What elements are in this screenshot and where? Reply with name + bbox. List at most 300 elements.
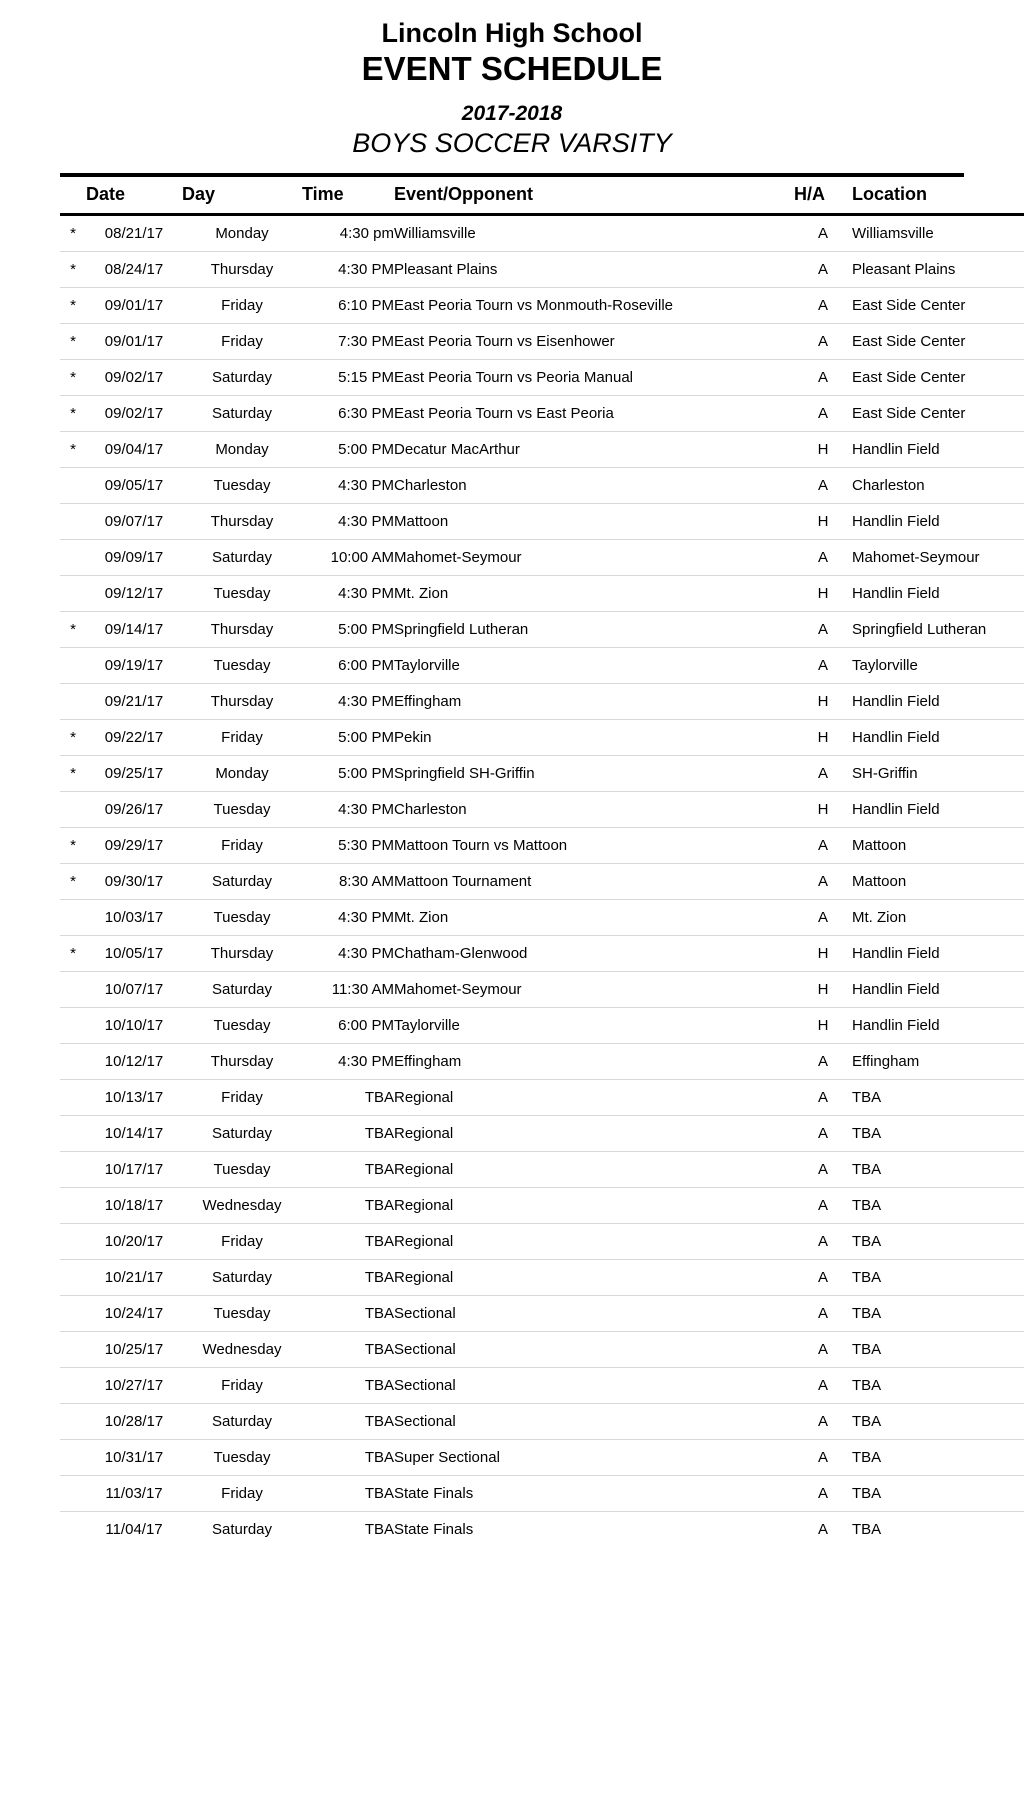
column-header-ha: H/A [794, 184, 825, 205]
cell-star [60, 900, 86, 936]
cell-ha: A [794, 828, 852, 864]
cell-time: 7:30 PM [302, 324, 394, 360]
cell-date: 10/20/17 [86, 1224, 182, 1260]
cell-ha: A [794, 1188, 852, 1224]
cell-event: East Peoria Tourn vs Eisenhower [394, 324, 794, 360]
cell-location: Charleston [852, 468, 1024, 504]
table-row [60, 612, 1024, 648]
cell-location: SH-Griffin [852, 756, 1024, 792]
column-header-day: Day [182, 184, 216, 205]
cell-event: Mahomet-Seymour [394, 540, 794, 576]
cell-day: Tuesday [182, 1008, 302, 1044]
cell-star: * [60, 828, 86, 864]
cell-date: 09/01/17 [86, 288, 182, 324]
sport-label: BOYS SOCCER VARSITY [352, 128, 672, 159]
table-row [60, 1152, 1024, 1188]
cell-event: Effingham [394, 1044, 794, 1080]
cell-date: 09/26/17 [86, 792, 182, 828]
cell-star [60, 1332, 86, 1368]
cell-time: TBA [302, 1188, 394, 1224]
cell-ha: H [794, 720, 852, 756]
cell-day: Friday [182, 1368, 302, 1404]
cell-date: 10/25/17 [86, 1332, 182, 1368]
cell-day: Friday [182, 828, 302, 864]
cell-star [60, 684, 86, 720]
cell-ha: A [794, 215, 852, 252]
table-row [60, 1116, 1024, 1152]
cell-day: Saturday [182, 540, 302, 576]
cell-star [60, 504, 86, 540]
cell-event: Regional [394, 1152, 794, 1188]
cell-date: 09/30/17 [86, 864, 182, 900]
cell-star [60, 1152, 86, 1188]
cell-day: Wednesday [182, 1332, 302, 1368]
cell-location: TBA [852, 1224, 1024, 1260]
table-row [60, 684, 1024, 720]
cell-day: Friday [182, 288, 302, 324]
cell-star: * [60, 432, 86, 468]
cell-day: Saturday [182, 1404, 302, 1440]
cell-star [60, 1296, 86, 1332]
cell-time: 6:00 PM [302, 648, 394, 684]
cell-location: TBA [852, 1080, 1024, 1116]
cell-time: 4:30 PM [302, 900, 394, 936]
cell-event: Taylorville [394, 1008, 794, 1044]
cell-date: 10/27/17 [86, 1368, 182, 1404]
table-header [60, 177, 1024, 215]
cell-time: TBA [302, 1368, 394, 1404]
table-row [60, 1368, 1024, 1404]
cell-day: Monday [182, 756, 302, 792]
cell-day: Saturday [182, 1116, 302, 1152]
cell-time: 4:30 pm [302, 215, 394, 252]
cell-location: TBA [852, 1332, 1024, 1368]
cell-location: Mt. Zion [852, 900, 1024, 936]
schedule-table [60, 177, 1024, 1547]
cell-date: 10/03/17 [86, 900, 182, 936]
table-row [60, 468, 1024, 504]
column-header-star [60, 177, 86, 215]
cell-date: 09/09/17 [86, 540, 182, 576]
cell-time: 6:30 PM [302, 396, 394, 432]
cell-day: Monday [182, 432, 302, 468]
cell-event: Regional [394, 1188, 794, 1224]
table-row [60, 1404, 1024, 1440]
table-row [60, 1296, 1024, 1332]
cell-ha: A [794, 252, 852, 288]
cell-date: 09/22/17 [86, 720, 182, 756]
cell-date: 09/01/17 [86, 324, 182, 360]
cell-event: Super Sectional [394, 1440, 794, 1476]
cell-event: State Finals [394, 1521, 474, 1539]
cell-time: 4:30 PM [302, 684, 394, 720]
cell-date: 10/17/17 [86, 1152, 182, 1188]
cell-location: TBA [852, 1152, 1024, 1188]
cell-time: 4:30 PM [302, 252, 394, 288]
cell-date: 08/24/17 [86, 252, 182, 288]
table-row [60, 1224, 1024, 1260]
cell-ha: A [794, 1476, 852, 1512]
cell-ha: A [794, 1260, 852, 1296]
cell-day: Thursday [182, 252, 302, 288]
cell-event: East Peoria Tourn vs Peoria Manual [394, 360, 794, 396]
cell-time: 4:30 PM [302, 468, 394, 504]
cell-location: Williamsville [852, 215, 1024, 252]
table-row [60, 1512, 1024, 1548]
cell-location: Handlin Field [852, 576, 1024, 612]
cell-star [60, 1224, 86, 1260]
cell-location: Handlin Field [852, 792, 1024, 828]
table-row [60, 215, 1024, 252]
cell-day: Thursday [182, 612, 302, 648]
cell-location: Mattoon [852, 864, 1024, 900]
cell-event: East Peoria Tourn vs Monmouth-Roseville [394, 288, 794, 324]
season-label: 2017-2018 [461, 101, 563, 125]
table-row [60, 540, 1024, 576]
cell-day: Saturday [182, 864, 302, 900]
cell-day: Tuesday [182, 1152, 302, 1188]
cell-day: Tuesday [182, 1296, 302, 1332]
cell-ha: A [794, 1404, 852, 1440]
cell-location: East Side Center [852, 324, 1024, 360]
cell-location: Handlin Field [852, 720, 1024, 756]
cell-day: Wednesday [182, 1188, 302, 1224]
cell-ha: A [794, 1044, 852, 1080]
cell-event: Sectional [394, 1332, 794, 1368]
cell-day: Thursday [182, 684, 302, 720]
cell-location: Springfield Lutheran [852, 612, 1024, 648]
cell-day: Tuesday [182, 468, 302, 504]
cell-date: 09/29/17 [86, 828, 182, 864]
cell-date: 10/14/17 [86, 1116, 182, 1152]
table-row [60, 648, 1024, 684]
cell-star: * [60, 396, 86, 432]
cell-location: Handlin Field [852, 432, 1024, 468]
cell-ha: A [794, 900, 852, 936]
cell-ha: A [794, 468, 852, 504]
cell-star: * [60, 288, 86, 324]
cell-event: Charleston [394, 792, 794, 828]
cell-time: 5:15 PM [302, 360, 394, 396]
cell-date: 10/28/17 [86, 1404, 182, 1440]
cell-ha: H [794, 504, 852, 540]
cell-ha: H [794, 576, 852, 612]
cell-day: Thursday [182, 936, 302, 972]
cell-time: 6:10 PM [302, 288, 394, 324]
column-header-date: Date [86, 184, 126, 205]
cell-time: TBA [302, 1404, 394, 1440]
cell-event: Effingham [394, 684, 794, 720]
cell-event: Mattoon [394, 504, 794, 540]
cell-date: 10/07/17 [86, 972, 182, 1008]
cell-event: Chatham-Glenwood [394, 936, 794, 972]
table-row [60, 252, 1024, 288]
table-row [60, 756, 1024, 792]
cell-event: Mt. Zion [394, 576, 794, 612]
cell-event: Taylorville [394, 648, 794, 684]
cell-day: Saturday [182, 396, 302, 432]
cell-location: Mahomet-Seymour [852, 540, 1024, 576]
cell-day: Saturday [182, 1260, 302, 1296]
cell-date: 09/21/17 [86, 684, 182, 720]
cell-event: Springfield Lutheran [394, 612, 794, 648]
cell-location: TBA [852, 1476, 1024, 1512]
cell-ha: A [794, 1368, 852, 1404]
document-header [60, 18, 964, 159]
column-header-event: Event/Opponent [394, 184, 533, 205]
table-row [60, 1080, 1024, 1116]
table-row [60, 720, 1024, 756]
table-row [60, 1008, 1024, 1044]
page-title: EVENT SCHEDULE [361, 50, 663, 88]
cell-event: Springfield SH-Griffin [394, 756, 794, 792]
cell-event: Pekin [394, 720, 794, 756]
cell-location: Handlin Field [852, 684, 1024, 720]
cell-day: Saturday [182, 360, 302, 396]
table-row [60, 396, 1024, 432]
cell-location: East Side Center [852, 360, 1024, 396]
cell-day: Saturday [182, 972, 302, 1008]
table-row [60, 504, 1024, 540]
cell-ha: A [794, 612, 852, 648]
cell-time: 11:30 AM [302, 972, 394, 1008]
cell-date: 11/03/17 [86, 1476, 182, 1512]
cell-day: Friday [182, 1080, 302, 1116]
school-name: Lincoln High School [381, 18, 643, 48]
cell-ha: A [794, 864, 852, 900]
cell-location: TBA [852, 1116, 1024, 1152]
cell-location: Taylorville [852, 648, 1024, 684]
cell-time: 4:30 PM [302, 576, 394, 612]
table-row [60, 1044, 1024, 1080]
table-row [60, 324, 1024, 360]
cell-time: 5:00 PM [302, 756, 394, 792]
cell-day: Friday [182, 1224, 302, 1260]
cell-date: 11/04/17 [105, 1521, 163, 1539]
cell-event: Regional [394, 1224, 794, 1260]
cell-location: Pleasant Plains [852, 252, 1024, 288]
cell-location: TBA [852, 1521, 882, 1539]
table-row [60, 864, 1024, 900]
table-row [60, 360, 1024, 396]
cell-time: 6:00 PM [302, 1008, 394, 1044]
cell-location: Handlin Field [852, 504, 1024, 540]
table-row [60, 1440, 1024, 1476]
cell-time: TBA [302, 1476, 394, 1512]
cell-event: Sectional [394, 1296, 794, 1332]
cell-day: Saturday [211, 1521, 273, 1539]
cell-date: 09/07/17 [86, 504, 182, 540]
cell-time: 5:00 PM [302, 720, 394, 756]
cell-event: Mt. Zion [394, 900, 794, 936]
cell-star [60, 1404, 86, 1440]
cell-star [60, 1512, 86, 1548]
table-row [60, 900, 1024, 936]
cell-location: Handlin Field [852, 972, 1024, 1008]
cell-star [60, 648, 86, 684]
table-row [60, 972, 1024, 1008]
cell-time: 4:30 PM [302, 1044, 394, 1080]
cell-date: 09/12/17 [86, 576, 182, 612]
cell-ha: A [794, 648, 852, 684]
cell-ha: A [794, 288, 852, 324]
cell-date: 09/25/17 [86, 756, 182, 792]
cell-star [60, 576, 86, 612]
cell-day: Monday [182, 215, 302, 252]
cell-time: 8:30 AM [302, 864, 394, 900]
cell-ha: A [794, 1224, 852, 1260]
cell-star: * [60, 215, 86, 252]
cell-event: Decatur MacArthur [394, 432, 794, 468]
cell-star [60, 540, 86, 576]
cell-date: 10/05/17 [86, 936, 182, 972]
cell-star [60, 792, 86, 828]
cell-time: TBA [302, 1332, 394, 1368]
cell-date: 08/21/17 [86, 215, 182, 252]
cell-location: TBA [852, 1368, 1024, 1404]
cell-event: State Finals [394, 1476, 794, 1512]
cell-event: Sectional [394, 1404, 794, 1440]
cell-day: Thursday [182, 1044, 302, 1080]
cell-time: TBA [302, 1224, 394, 1260]
table-row [60, 1476, 1024, 1512]
cell-event: Mattoon Tournament [394, 864, 794, 900]
cell-star [60, 468, 86, 504]
cell-day: Tuesday [182, 792, 302, 828]
cell-event: Sectional [394, 1368, 794, 1404]
cell-time: 4:30 PM [302, 792, 394, 828]
cell-location: Effingham [852, 1044, 1024, 1080]
cell-ha: A [794, 1332, 852, 1368]
cell-star: * [60, 252, 86, 288]
cell-ha: A [794, 540, 852, 576]
cell-location: Mattoon [852, 828, 1024, 864]
cell-day: Tuesday [182, 900, 302, 936]
cell-event: Regional [394, 1260, 794, 1296]
column-header-location: Location [852, 184, 927, 205]
cell-event: East Peoria Tourn vs East Peoria [394, 396, 794, 432]
cell-location: TBA [852, 1296, 1024, 1332]
cell-location: TBA [852, 1404, 1024, 1440]
cell-star: * [60, 720, 86, 756]
table-row [60, 1260, 1024, 1296]
cell-ha: H [794, 432, 852, 468]
cell-star: * [60, 936, 86, 972]
table-row [60, 1332, 1024, 1368]
cell-time: TBA [302, 1080, 394, 1116]
cell-time: 4:30 PM [302, 936, 394, 972]
cell-time: TBA [302, 1440, 394, 1476]
cell-date: 09/04/17 [86, 432, 182, 468]
cell-date: 09/02/17 [86, 360, 182, 396]
cell-day: Friday [182, 324, 302, 360]
cell-ha: H [794, 684, 852, 720]
cell-time: 5:00 PM [302, 432, 394, 468]
cell-location: East Side Center [852, 288, 1024, 324]
cell-star [60, 1368, 86, 1404]
cell-day: Friday [182, 720, 302, 756]
cell-day: Tuesday [182, 576, 302, 612]
table-row [60, 576, 1024, 612]
cell-ha: A [794, 1296, 852, 1332]
table-body [60, 215, 1024, 1548]
table-header-row [60, 177, 1024, 215]
cell-ha: H [794, 792, 852, 828]
cell-ha: H [794, 936, 852, 972]
table-row [60, 1188, 1024, 1224]
cell-star [60, 1188, 86, 1224]
cell-time: TBA [364, 1521, 394, 1539]
table-row [60, 828, 1024, 864]
cell-star [60, 1116, 86, 1152]
cell-date: 10/12/17 [86, 1044, 182, 1080]
cell-star: * [60, 864, 86, 900]
cell-star: * [60, 612, 86, 648]
cell-day: Thursday [182, 504, 302, 540]
cell-time: TBA [302, 1116, 394, 1152]
cell-time: TBA [302, 1152, 394, 1188]
cell-date: 10/13/17 [86, 1080, 182, 1116]
cell-date: 10/31/17 [86, 1440, 182, 1476]
cell-star [60, 1008, 86, 1044]
table-row [60, 792, 1024, 828]
cell-day: Tuesday [182, 1440, 302, 1476]
cell-location: TBA [852, 1440, 1024, 1476]
cell-event: Charleston [394, 468, 794, 504]
cell-time: 5:30 PM [302, 828, 394, 864]
cell-star [60, 1044, 86, 1080]
cell-ha: H [794, 1008, 852, 1044]
cell-ha: A [817, 1521, 828, 1539]
cell-ha: A [794, 324, 852, 360]
cell-event: Mattoon Tourn vs Mattoon [394, 828, 794, 864]
cell-event: Williamsville [394, 215, 794, 252]
cell-ha: H [794, 972, 852, 1008]
cell-time: TBA [302, 1296, 394, 1332]
cell-ha: A [794, 1152, 852, 1188]
cell-date: 10/10/17 [86, 1008, 182, 1044]
cell-day: Tuesday [182, 648, 302, 684]
cell-ha: A [794, 1080, 852, 1116]
cell-time: 4:30 PM [302, 504, 394, 540]
cell-date: 09/14/17 [86, 612, 182, 648]
cell-star [60, 1476, 86, 1512]
table-row [60, 936, 1024, 972]
cell-date: 09/05/17 [86, 468, 182, 504]
cell-time: 5:00 PM [302, 612, 394, 648]
cell-time: TBA [302, 1260, 394, 1296]
cell-location: East Side Center [852, 396, 1024, 432]
cell-time: 10:00 AM [302, 540, 394, 576]
cell-date: 09/19/17 [86, 648, 182, 684]
cell-star [60, 1260, 86, 1296]
cell-star: * [60, 756, 86, 792]
cell-date: 10/21/17 [86, 1260, 182, 1296]
cell-location: Handlin Field [852, 1008, 1024, 1044]
cell-star [60, 1440, 86, 1476]
cell-event: Regional [394, 1080, 794, 1116]
cell-ha: A [794, 1116, 852, 1152]
cell-date: 09/02/17 [86, 396, 182, 432]
table-row [60, 432, 1024, 468]
cell-location: TBA [852, 1260, 1024, 1296]
cell-date: 10/18/17 [86, 1188, 182, 1224]
cell-day: Friday [182, 1476, 302, 1512]
cell-star [60, 972, 86, 1008]
cell-location: Handlin Field [852, 936, 1024, 972]
cell-event: Regional [394, 1116, 794, 1152]
cell-star: * [60, 324, 86, 360]
